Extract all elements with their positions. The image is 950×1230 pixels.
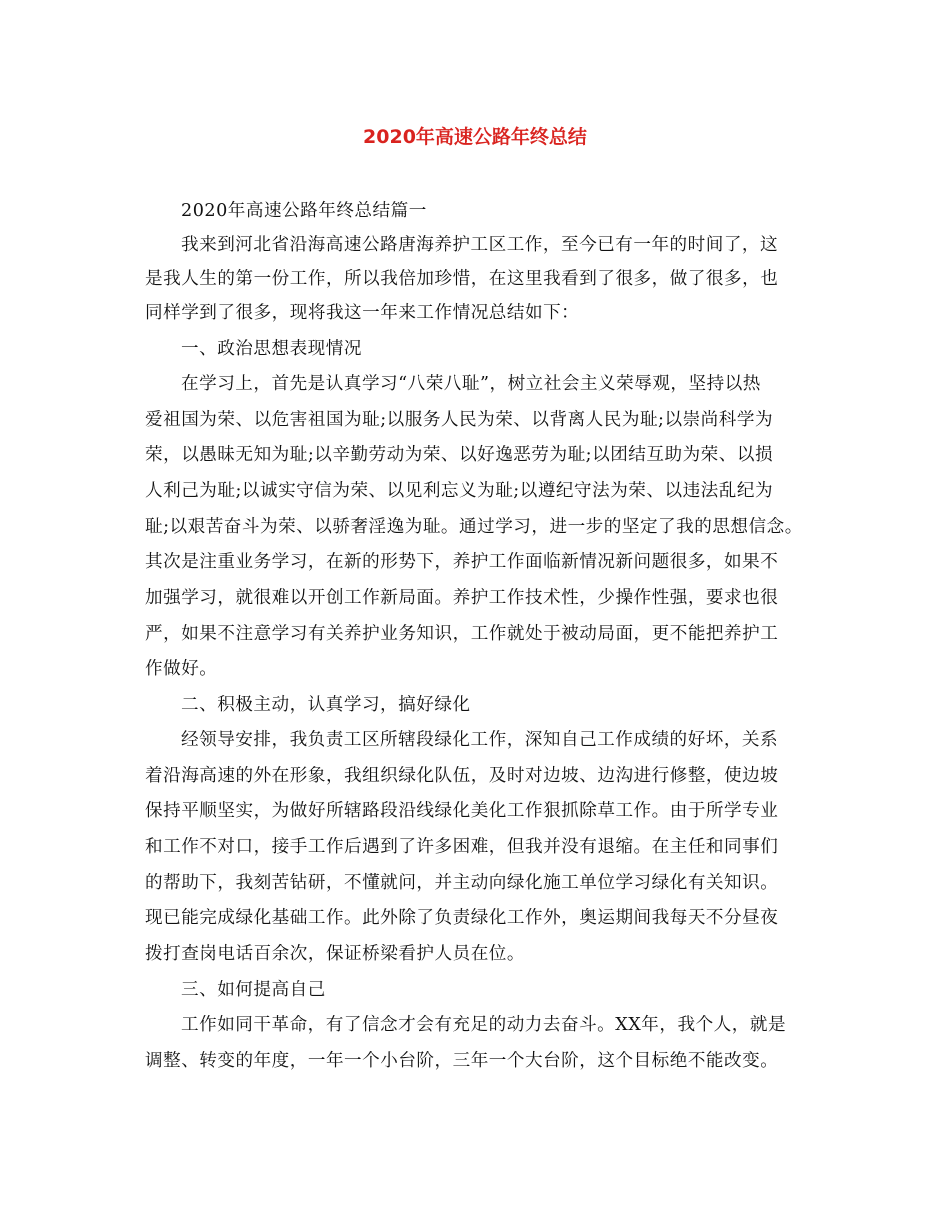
paragraph-line: 我来到河北省沿海高速公路唐海养护工区工作，至今已有一年的时间了，这	[181, 235, 779, 255]
section-heading: 三、如何提高自己	[181, 980, 326, 1000]
document-title: 2020年高速公路年终总结	[363, 126, 587, 148]
section-heading-article: 2020年高速公路年终总结篇一	[181, 201, 427, 221]
paragraph-line: 现已能完成绿化基础工作。此外除了负责绿化工作外，奥运期间我每天不分昼夜	[145, 908, 779, 928]
paragraph-line: 着沿海高速的外在形象，我组织绿化队伍，及时对边坡、边沟进行修整，使边坡	[145, 766, 779, 786]
paragraph-line: 和工作不对口，接手工作后遇到了许多困难，但我并没有退缩。在主任和同事们	[145, 837, 779, 857]
paragraph-line: 拨打查岗电话百余次，保证桥梁看护人员在位。	[145, 944, 525, 964]
paragraph-line: 其次是注重业务学习，在新的形势下，养护工作面临新情况新问题很多，如果不	[145, 552, 779, 572]
paragraph-line: 同样学到了很多，现将我这一年来工作情况总结如下：	[145, 303, 580, 323]
paragraph-line: 调整、转变的年度，一年一个小台阶，三年一个大台阶，这个目标绝不能改变。	[145, 1051, 779, 1071]
section-heading: 二、积极主动，认真学习，搞好绿化	[181, 695, 471, 715]
paragraph-line: 荣，以愚昧无知为耻;以辛勤劳动为荣、以好逸恶劳为耻;以团结互助为荣、以损	[145, 445, 774, 465]
section-heading: 一、政治思想表现情况	[181, 339, 362, 359]
paragraph-line: 加强学习，就很难以开创工作新局面。养护工作技术性，少操作性强，要求也很	[145, 588, 779, 608]
paragraph-line: 爱祖国为荣、以危害祖国为耻;以服务人民为荣、以背离人民为耻;以崇尚科学为	[145, 410, 774, 430]
paragraph-line: 严，如果不注意学习有关养护业务知识，工作就处于被动局面，更不能把养护工	[145, 624, 779, 644]
paragraph-line: 经领导安排，我负责工区所辖段绿化工作，深知自己工作成绩的好坏，关系	[181, 730, 779, 750]
paragraph-line: 耻;以艰苦奋斗为荣、以骄奢淫逸为耻。通过学习，进一步的坚定了我的思想信念。	[145, 517, 803, 537]
paragraph-line: 保持平顺坚实，为做好所辖路段沿线绿化美化工作狠抓除草工作。由于所学专业	[145, 801, 779, 821]
paragraph-line: 的帮助下，我刻苦钻研，不懂就问，并主动向绿化施工单位学习绿化有关知识。	[145, 873, 779, 893]
paragraph-line: 作做好。	[145, 659, 218, 679]
paragraph-line: 人利己为耻;以诚实守信为荣、以见利忘义为耻;以遵纪守法为荣、以违法乱纪为	[145, 481, 774, 501]
paragraph-line: 是我人生的第一份工作，所以我倍加珍惜，在这里我看到了很多，做了很多，也	[145, 269, 779, 289]
paragraph-line: 工作如同干革命，有了信念才会有充足的动力去奋斗。XX年，我个人，就是	[181, 1015, 787, 1035]
paragraph-line: 在学习上，首先是认真学习“八荣八耻”，树立社会主义荣辱观，坚持以热	[181, 374, 761, 394]
